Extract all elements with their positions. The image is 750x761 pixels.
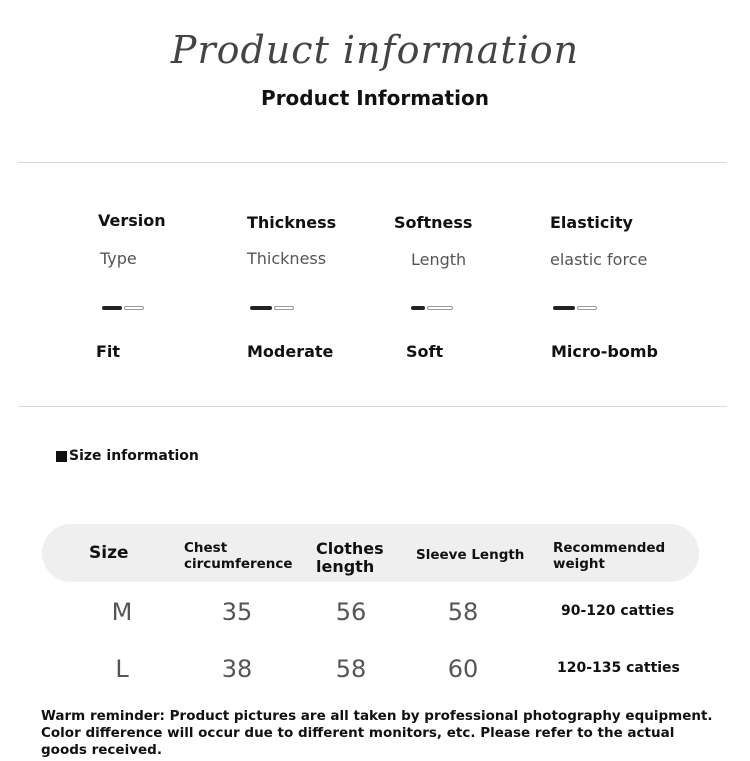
th-chest-line-2: circumference xyxy=(184,555,293,572)
th-clothes-line-1: Clothes xyxy=(316,539,384,558)
cell-weight-l: 120-135 catties xyxy=(557,660,680,676)
attr-heading-thickness: Thickness xyxy=(247,213,337,232)
attr-value-micro-bomb: Micro-bomb xyxy=(551,342,658,361)
attr-value-moderate: Moderate xyxy=(247,342,334,361)
square-bullet-icon xyxy=(56,451,67,462)
attr-sub-type: Type xyxy=(100,249,137,268)
cell-size-l: L xyxy=(115,655,129,683)
attr-level-bar-elasticity xyxy=(553,306,597,310)
cell-sleeve-m: 58 xyxy=(447,598,479,626)
th-chest xyxy=(184,541,293,572)
attr-value-fit: Fit xyxy=(96,342,121,361)
attr-heading-softness: Softness xyxy=(394,213,473,232)
th-clothes-length xyxy=(316,540,384,577)
th-weight-line-1: Recommended xyxy=(553,540,666,556)
th-clothes-line-2: length xyxy=(316,557,375,577)
th-size: Size xyxy=(89,543,129,563)
cell-length-l: 58 xyxy=(335,655,367,683)
cell-length-m: 56 xyxy=(335,598,367,626)
attr-value-soft: Soft xyxy=(406,342,444,361)
attr-level-bar-version xyxy=(102,306,146,310)
attr-heading-elasticity: Elasticity xyxy=(550,213,633,232)
attr-sub-thickness: Thickness xyxy=(247,249,327,268)
attr-level-bar-thickness xyxy=(250,306,294,310)
attr-sub-elastic-force: elastic force xyxy=(550,250,648,269)
attr-level-bar-softness xyxy=(411,306,455,310)
cell-sleeve-l: 60 xyxy=(447,655,479,683)
cell-chest-l: 38 xyxy=(221,655,253,683)
divider-top xyxy=(18,162,727,163)
th-chest-line-1: Chest xyxy=(184,540,228,556)
page-title: Product Information xyxy=(261,86,489,110)
attr-heading-version: Version xyxy=(98,211,166,230)
size-information-text: Size information xyxy=(69,448,199,464)
th-sleeve-length: Sleeve Length xyxy=(416,547,525,563)
warm-reminder-notice: Warm reminder: Product pictures are all taken by professional photography equipment. Color difference will occur due to different monitors, etc. Please refer to the actual goods received. xyxy=(41,708,713,758)
th-recommended-weight xyxy=(553,541,665,572)
size-information-label xyxy=(56,448,199,464)
script-title: Product information xyxy=(170,28,580,72)
cell-size-m: M xyxy=(111,598,133,626)
th-weight-line-2: weight xyxy=(553,555,605,572)
cell-chest-m: 35 xyxy=(221,598,253,626)
divider-middle xyxy=(18,406,727,407)
cell-weight-m: 90-120 catties xyxy=(561,603,675,619)
attr-sub-length: Length xyxy=(411,250,467,269)
